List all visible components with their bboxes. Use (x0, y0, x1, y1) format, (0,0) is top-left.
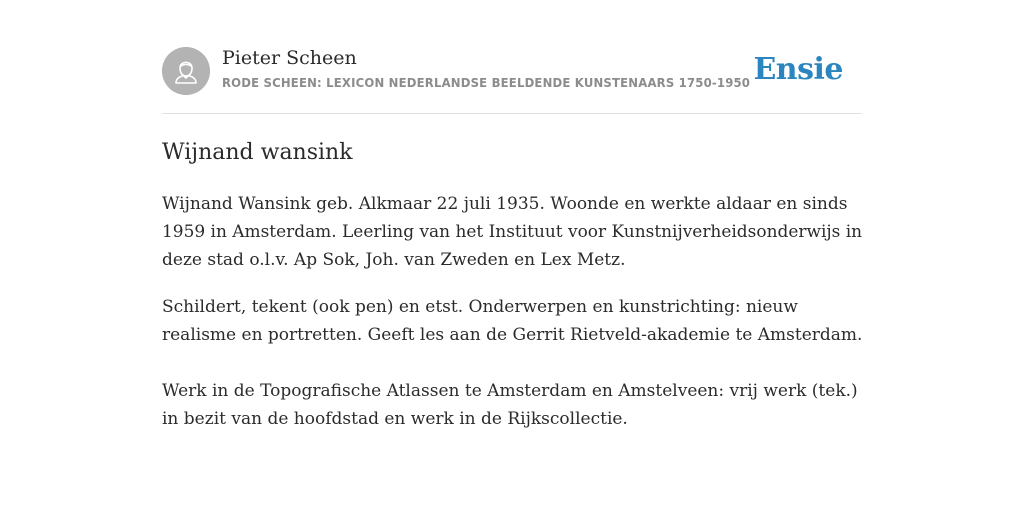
paragraph-line: in bezit van de hoofdstad en werk in de Rijkscollectie. (162, 409, 628, 429)
author-avatar[interactable] (162, 47, 210, 95)
paragraph (162, 190, 862, 274)
user-icon (162, 47, 210, 95)
paragraph-line: deze stad o.l.v. Ap Sok, Joh. van Zweden en Lex Metz. (162, 250, 626, 270)
article-header (162, 0, 862, 114)
paragraph (162, 377, 862, 433)
paragraph-line: realisme en portretten. Geeft les aan de Gerrit Rietveld-akademie te Amsterdam. (162, 325, 863, 345)
article-title: Wijnand wansink (162, 140, 353, 165)
paragraph-line: Wijnand Wansink geb. Alkmaar 22 juli 1935. Woonde en werkte aldaar en sinds (162, 194, 848, 214)
author-name[interactable]: Pieter Scheen (222, 47, 357, 69)
ensie-logo[interactable]: Ensie (753, 52, 843, 87)
paragraph-line: 1959 in Amsterdam. Leerling van het Instituut voor Kunstnijverheidsonderwijs in (162, 222, 863, 242)
paragraph-line: Schildert, tekent (ook pen) en etst. Onderwerpen en kunstrichting: nieuw (162, 297, 798, 317)
source-label[interactable]: RODE SCHEEN: LEXICON NEDERLANDSE BEELDENDE KUNSTENAARS 1750-1950 (222, 75, 751, 90)
article-card (162, 0, 863, 429)
paragraph (162, 293, 862, 349)
article-body (162, 190, 862, 433)
paragraph-line: Werk in de Topografische Atlassen te Amsterdam en Amstelveen: vrij werk (tek.) (162, 381, 858, 401)
